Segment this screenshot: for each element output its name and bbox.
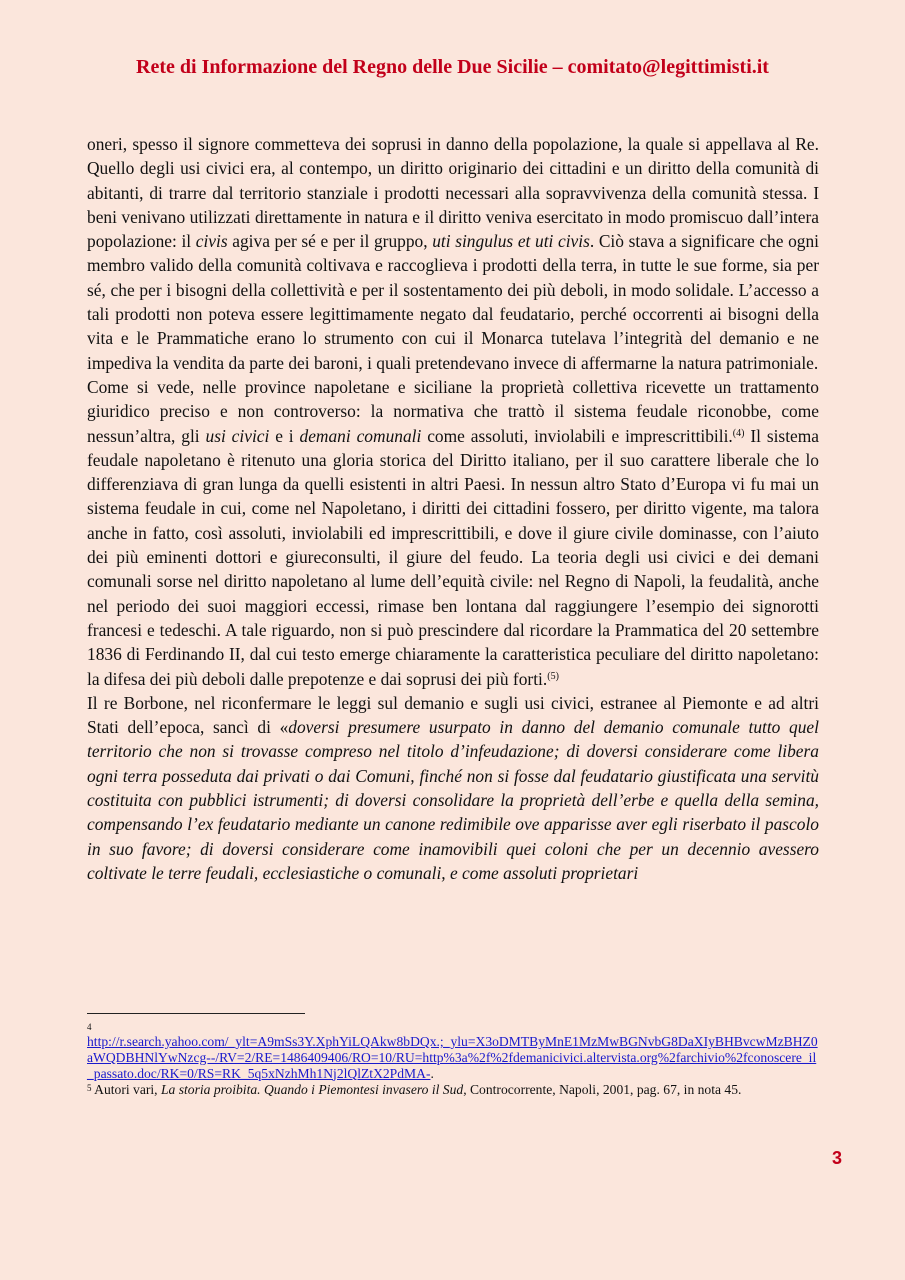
footnote-4 — [87, 1020, 822, 1081]
text-run: Il re Borbone, nel riconfermare le leggi sul demanio e sugli usi civici, estranee al Piemonte e ad altri Stati dell’epoca, sancì di « — [87, 692, 819, 738]
text-run: demani comunali — [299, 425, 422, 446]
footnote-number: 5 — [87, 1083, 92, 1094]
text-run: civis — [195, 231, 228, 252]
page-number: 3 — [831, 1148, 842, 1168]
paragraph — [87, 375, 819, 691]
page-header: Rete di Informazione del Regno delle Due Sicilie – comitato@legittimisti.it — [136, 56, 769, 78]
footnote-citation: , Controcorrente, Napoli, 2001, pag. 67, in nota 45. — [463, 1082, 742, 1098]
paragraph — [87, 691, 819, 885]
footnotes — [87, 1020, 822, 1098]
text-run: doversi presumere usurpato in danno del demanio comunale tutto quel territorio che non si trovasse compreso nel titolo d’infeudazione; di doversi considerare come libera ogni terra posseduta dai privati o dai Comuni, finché non si fosse dal feudatario giustificata una servitù costituita con pubblici istrumenti; di doversi consolidare la proprietà dell’erbe e quella della semina, compensando l’ex feudatario mediante un canone redimibile ove apparisse aver egli riserbato il pascolo in suo favore; di doversi considerare come inamovibili quei coloni che per un decennio avessero coltivate le terre feudali, ecclesiastiche o comunali, e come assoluti proprietari — [87, 717, 819, 883]
text-run: usi civici — [205, 425, 270, 446]
body-text — [87, 132, 819, 885]
footnote-ref: (5) — [547, 670, 559, 682]
footnote-number: 4 — [87, 1022, 92, 1032]
footnote-link[interactable]: http://r.search.yahoo.com/_ylt=A9mSs3Y.XphYiLQAkw8bDQx.;_ylu=X3oDMTByMnE1MzMwBGNvbG8DaXIyBHBvcwMzBHZ0aWQDBHNlYwNzcg--/RV=2/RE=1486409406/RO=10/RU=http%3a%2f%2fdemanicivici.altervista.org%2farchivio%2fconoscere_il_passato.doc/RK=0/RS=RK_5q5xNzhMh1Nj2lQlZtX2PdMA- — [87, 1034, 818, 1081]
footnote-punctuation: . — [430, 1065, 434, 1081]
footnote-title: La storia proibita. Quando i Piemontesi invasero il Sud — [160, 1082, 464, 1098]
paragraph — [87, 132, 819, 375]
text-run: Come si vede, nelle province napoletane e siciliane la proprietà collettiva ricevette un trattamento giuridico preciso e non controverso: la normativa che trattò il sistema feudale riconobbe, come nessun’altra, gli — [87, 376, 819, 446]
text-run: oneri, spesso il signore commetteva dei soprusi in danno della popolazione, la quale si appellava al Re. Quello degli usi civici era, al contempo, un diritto originario dei cittadini e un diritto della comunità di abitanti, di trarre dal territorio stanziale i prodotti necessari alla sopravvivenza della comunità stessa. I beni venivano utilizzati direttamente in natura e il diritto veniva esercitato in modo promiscuo dall’intera popolazione: il — [87, 134, 819, 252]
footnote-separator — [87, 1013, 305, 1014]
text-run: Il sistema feudale napoletano è ritenuto una gloria storica del Diritto italiano, per il suo carattere liberale che lo differenziava di gran lunga da quelli esistenti in altri Paesi. In nessun altro Stato d’Europa vi fu mai un sistema feudale in cui, come nel Napoletano, i diritti dei cittadini fossero, per diritto vigente, ma talora anche in fatto, così assoluti, inviolabili ed imprescrittibili, e dove il giure civile dominasse, con l’aiuto dei più eminenti dottori e giureconsulti, il giure del feudo. La teoria degli usi civici e dei demani comunali sorse nel diritto napoletano al lume dell’equità civile: nel Regno di Napoli, la feudalità, anche nel periodo dei suoi maggiori eccessi, rimase ben lontana dal raggiungere l’esempio dei signorotti francesi e tedeschi. A tale riguardo, non si può prescindere dal ricordare la Prammatica del 20 settembre 1836 di Ferdinando II, dal cui testo emerge chiaramente la caratteristica peculiare del diritto napoletano: la difesa dei più deboli dalle prepotenze e dai soprusi dei più forti. — [87, 425, 819, 689]
footnote-ref: (4) — [732, 427, 745, 439]
text-run: e i — [269, 425, 300, 446]
text-run: agiva per sé e per il gruppo, — [227, 231, 433, 252]
text-run: uti singulus et uti civis — [432, 231, 590, 252]
footnote-5 — [87, 1081, 822, 1098]
text-run: come assoluti, inviolabili e imprescrittibili. — [421, 425, 733, 446]
text-run: . Ciò stava a significare che ogni membro valido della comunità coltivava e raccoglieva i prodotti della terra, in tutte le sue forme, sia per sé, che per i bisogni della collettività e per il sostentamento dei più deboli, in modo solidale. L’accesso a tali prodotti non poteva essere legittimamente negato dal feudatario, perché occorrenti ai bisogni della vita e le Prammatiche erano lo strumento con cui il Monarca tutelava l’integrità del demanio e ne impediva la vendita da parte dei baroni, i quali pretendevano invece di affermarne la natura patrimoniale. — [87, 231, 819, 373]
footnote-authors: Autori vari, — [91, 1082, 161, 1098]
